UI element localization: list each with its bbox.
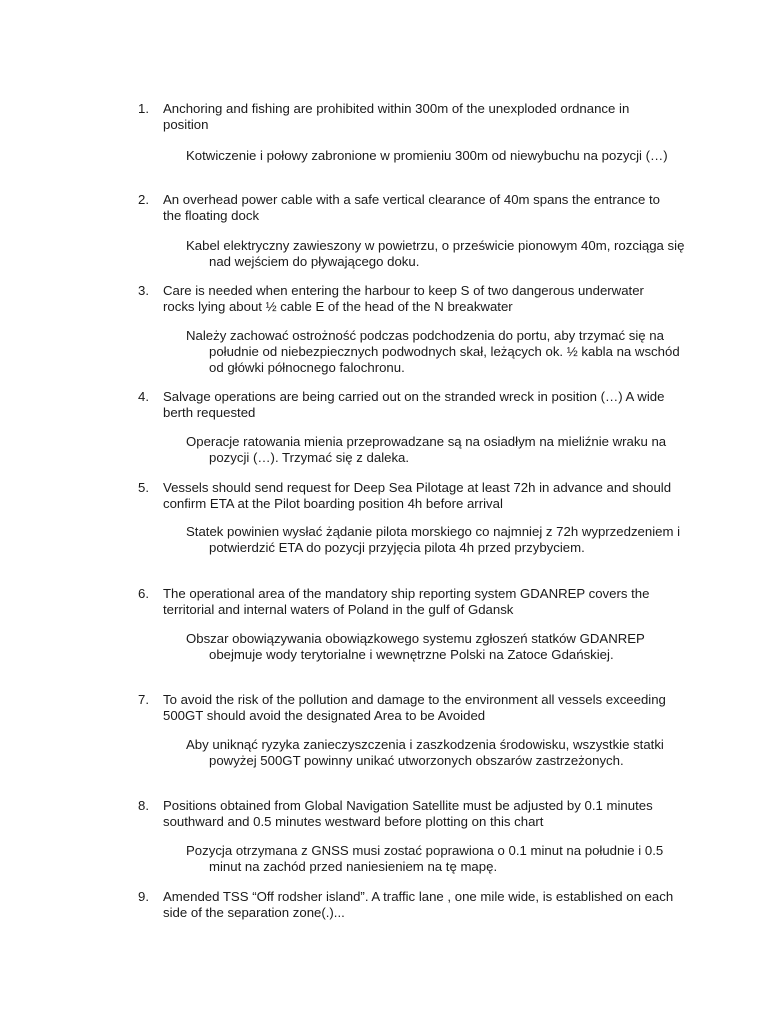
english-text: Salvage operations are being carried out on the stranded wreck in position (…) A wide berth requested <box>163 389 665 420</box>
polish-translation: Operacje ratowania mienia przeprowadzane są na osiadłym na mieliźnie wraku na pozycji (…). Trzymać się z daleka. <box>186 434 667 465</box>
english-text: The operational area of the mandatory ship reporting system GDANREP covers the territorial and internal waters of Poland in the gulf of Gdansk <box>163 586 650 617</box>
item-number: 3. <box>138 283 149 298</box>
polish-translation: Należy zachować ostrożność podczas podchodzenia do portu, aby trzymać się na południe od niebezpiecznych podwodnych skał, leżących ok. ½ kabla na wschód od główki północnego falochronu. <box>186 328 680 375</box>
polish-translation: Statek powinien wysłać żądanie pilota morskiego co najmniej z 72h wyprzedzeniem i potwierdzić ETA do pozycji przyjęcia pilota 4h przed przybyciem. <box>186 524 681 555</box>
english-text: An overhead power cable with a safe vertical clearance of 40m spans the entrance to the floating dock <box>163 192 661 223</box>
polish-translation: Kabel elektryczny zawieszony w powietrzu, o prześwicie pionowym 40m, rozciąga się nad wejściem do pływającego doku. <box>186 238 685 269</box>
english-text: To avoid the risk of the pollution and damage to the environment all vessels exceeding 500GT should avoid the designated Area to be Avoided <box>163 692 666 723</box>
item-number: 2. <box>138 192 149 207</box>
item-number: 5. <box>138 480 149 495</box>
english-text: Positions obtained from Global Navigation Satellite must be adjusted by 0.1 minutes southward and 0.5 minutes westward before plotting on this chart <box>163 798 653 829</box>
item-number: 1. <box>138 101 149 116</box>
english-text: Anchoring and fishing are prohibited within 300m of the unexploded ordnance in position <box>163 101 630 132</box>
item-number: 9. <box>138 889 149 904</box>
polish-translation: Kotwiczenie i połowy zabronione w promieniu 300m od niewybuchu na pozycji (…) <box>186 148 668 163</box>
english-text: Care is needed when entering the harbour to keep S of two dangerous underwater rocks lying about ½ cable E of the head of the N breakwater <box>163 283 644 314</box>
item-number: 8. <box>138 798 149 813</box>
english-text: Vessels should send request for Deep Sea Pilotage at least 72h in advance and should confirm ETA at the Pilot boarding position 4h before arrival <box>163 480 672 511</box>
polish-translation: Pozycja otrzymana z GNSS musi zostać poprawiona o 0.1 minut na południe i 0.5 minut na zachód przed naniesieniem na tę mapę. <box>186 843 664 874</box>
item-number: 7. <box>138 692 149 707</box>
polish-translation: Aby uniknąć ryzyka zanieczyszczenia i zaszkodzenia środowisku, wszystkie statki powyżej 500GT powinny unikać utworzonych obszarów zastrzeżonych. <box>186 737 664 768</box>
polish-translation: Obszar obowiązywania obowiązkowego systemu zgłoszeń statków GDANREP obejmuje wody terytorialne i wewnętrzne Polski na Zatoce Gdańskiej. <box>186 631 645 662</box>
item-number: 4. <box>138 389 149 404</box>
english-text: Amended TSS “Off rodsher island”. A traffic lane , one mile wide, is established on each side of the separation zone(.)... <box>163 889 674 920</box>
item-number: 6. <box>138 586 149 601</box>
